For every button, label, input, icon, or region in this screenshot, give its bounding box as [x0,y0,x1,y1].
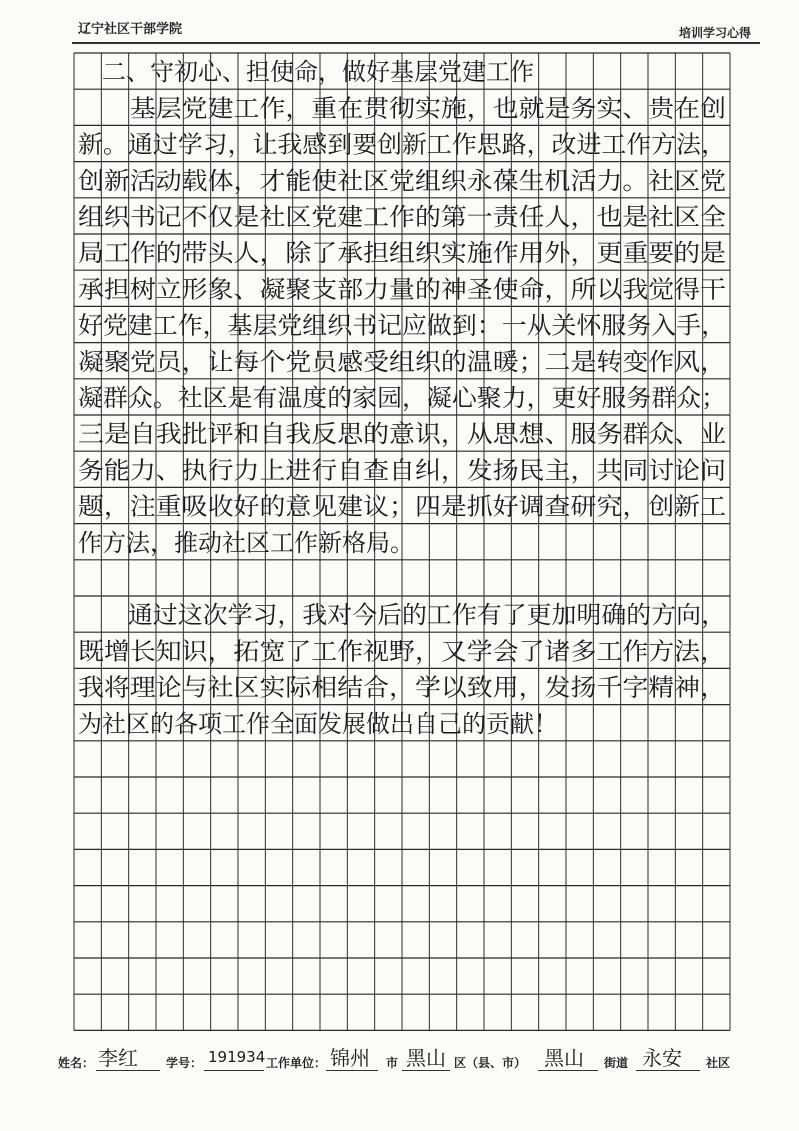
text-line: 既增长知识，拓宽了工作视野，又学会了诸多工作方法， [78,637,726,666]
text-line: 局工作的带头人，除了承担组织实施作用外，更重要的是 [78,239,726,268]
text-line: 基层党建工作，重在贯彻实施，也就是务实、贵在创 [78,94,726,123]
institution-name: 辽宁社区干部学院 [78,22,183,37]
text-line: 为社区的各项工作全面发展做出自己的贡献！ [78,709,558,738]
text-line: 三是自我批评和自我反思的意识，从思想、服务群众、业 [78,420,726,449]
text-line: 凝群众。社区是有温度的家园，凝心聚力，更好服务群众； [78,384,726,412]
footer-info [58,1042,778,1076]
unit-label: 工作单位： [266,1056,327,1070]
text-line: 好党建工作，基层党组织书记应做到：一从关怀服务入手， [78,311,726,340]
student-no-underline [204,1070,264,1071]
street-value: 黑山 [544,1046,584,1070]
text-line: 通过这次学习，我对今后的工作有了更加明确的方向， [78,601,726,630]
name-value: 李红 [98,1046,138,1070]
text-line: 二、守初心、担使命，做好基层党建工作 [78,58,534,87]
street-underline [538,1070,598,1071]
text-line: 组织书记不仅是社区党建工作的第一责任人，也是社区全 [78,203,726,231]
text-line: 新。通过学习，让我感到要创新工作思路，改进工作方法， [78,130,726,159]
district-value: 黑山 [406,1046,446,1070]
name-underline [96,1070,160,1071]
city-label: 市 [386,1056,399,1070]
text-line: 凝聚党员，让每个党员感受组织的温暖；二是转变作风， [78,347,726,376]
text-line: 作方法，推动社区工作新格局。 [78,528,414,557]
street-label: 街道 [604,1056,629,1070]
district-label: 区（县、市） [454,1056,527,1070]
community-underline [636,1070,700,1071]
name-label: 姓名： [58,1056,95,1070]
city-value: 锦州 [330,1046,370,1070]
community-label: 社区 [706,1056,731,1070]
text-line: 题，注重吸收好的意见建议；四是抓好调查研究，创新工 [78,492,726,521]
document-type: 培训学习心得 [678,26,751,40]
text-line: 我将理论与社区实际相结合，学以致用，发扬千字精神， [78,673,726,702]
student-no-label: 学号： [166,1056,203,1070]
text-line: 承担树立形象、凝聚支部力量的神圣使命，所以我觉得干 [78,275,726,304]
student-no-value: 191934 [208,1048,266,1066]
community-value: 永安 [642,1046,682,1070]
text-line: 创新活动载体，才能使社区党组织永葆生机活力。社区党 [78,166,726,195]
city-underline [326,1070,378,1071]
district-underline [402,1070,450,1071]
text-line: 务能力、执行力上进行自查自纠，发扬民主，共同讨论问 [78,456,726,485]
